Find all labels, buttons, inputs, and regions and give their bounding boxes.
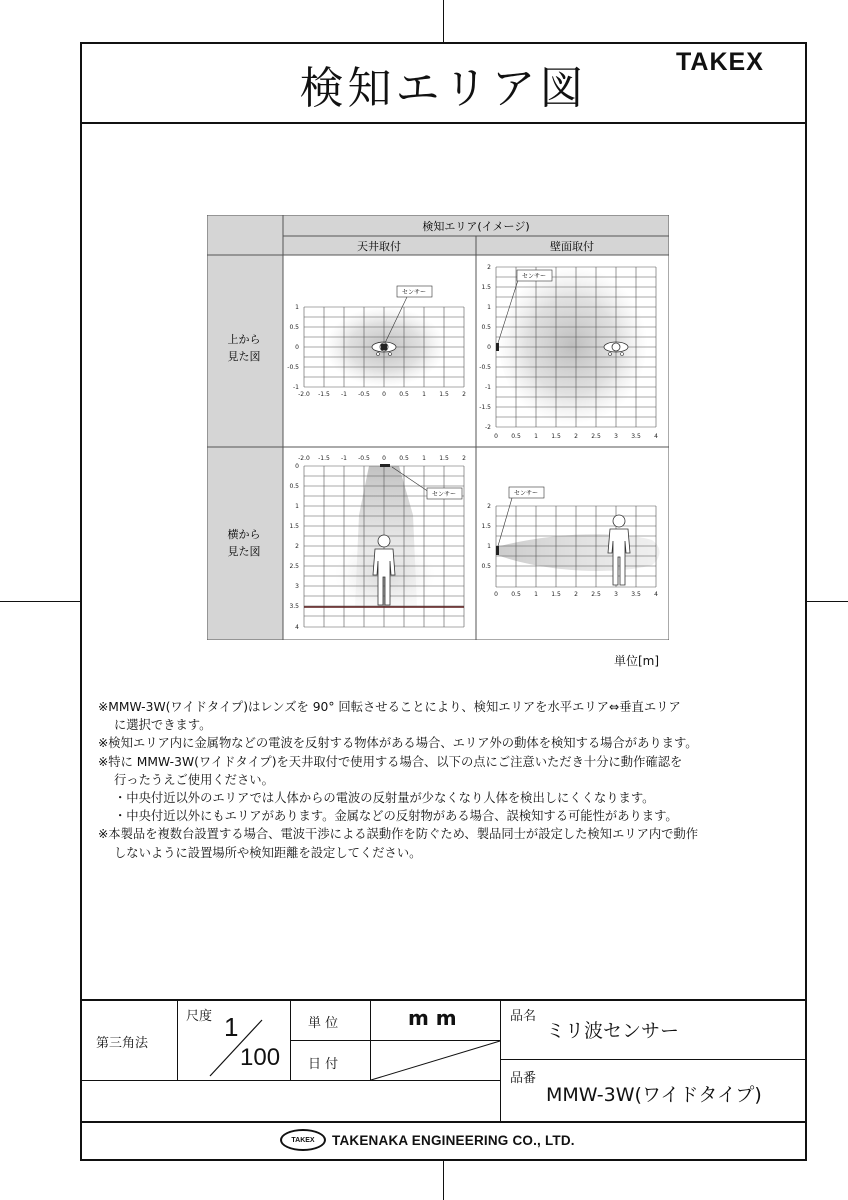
tick-label: 4: [295, 624, 299, 631]
tick-label: -1: [293, 384, 299, 391]
tick-label: 1.5: [481, 523, 491, 530]
tick-label: 0.5: [399, 391, 409, 398]
note-line: ※特に MMW-3W(ワイドタイプ)を天井取付で使用する場合、以下の点にご注意いただき十分に動作確認を: [98, 754, 683, 769]
row-top-label-1: 上から: [227, 333, 261, 346]
page-title: 検知エリア図: [299, 63, 588, 114]
tick-label: 0.5: [399, 455, 409, 462]
tick-label: 0: [382, 455, 386, 462]
tick-label: -1: [485, 384, 491, 391]
tick-label: -1.5: [318, 455, 330, 462]
company-name: TAKENAKA ENGINEERING CO., LTD.: [332, 1132, 575, 1148]
note-line: ※検知エリア内に金属物などの電波を反射する物体がある場合、エリア外の動体を検知する場合があります。: [98, 736, 698, 751]
tick-label: 1: [295, 503, 299, 510]
note-line: 行ったうえご使用ください。: [114, 772, 274, 787]
tick-label: 1: [422, 391, 426, 398]
scale-denominator: 100: [240, 1044, 281, 1071]
tick-label: 0.5: [289, 483, 299, 490]
tick-label: -0.5: [479, 364, 491, 371]
tick-label: 1: [295, 304, 299, 311]
tick-label: -2: [485, 424, 491, 431]
tick-label: -2.0: [298, 391, 310, 398]
company-footer: [280, 1127, 575, 1153]
tick-label: 3.5: [289, 603, 299, 610]
tick-label: 1.5: [439, 391, 449, 398]
tick-label: 1.5: [481, 284, 491, 291]
brand-logo: TAKEX: [676, 48, 764, 76]
tick-label: 1: [422, 455, 426, 462]
tick-label: 0: [382, 391, 386, 398]
tick-label: 2: [574, 591, 578, 598]
date-field-label: 日 付: [308, 1057, 339, 1072]
tick-label: 1: [534, 433, 538, 440]
tick-label: -1: [341, 391, 347, 398]
tick-label: 1: [487, 543, 491, 550]
unit-label: 単位[m]: [614, 654, 660, 668]
col-ceiling-header: 天井取付: [357, 240, 401, 253]
product-name-label: 品名: [510, 1009, 537, 1024]
tick-label: 2.5: [591, 433, 601, 440]
note-line: ※MMW-3W(ワイドタイプ)はレンズを 90° 回転させることにより、検知エリアを水平エリア⇔垂直エリア: [98, 700, 681, 714]
tick-label: 0: [494, 433, 498, 440]
tick-label: 4: [654, 433, 658, 440]
tick-label: 4: [654, 591, 658, 598]
tick-label: 1.5: [551, 591, 561, 598]
tick-label: 1.5: [439, 455, 449, 462]
note-line: ・中央付近以外のエリアでは人体からの電波の反射量が少なくなり人体を検出しにくくなります。: [114, 791, 655, 806]
sensor-label: センサー: [513, 490, 539, 497]
note-line: に選択できます。: [114, 718, 212, 733]
tick-label: 2.5: [591, 591, 601, 598]
tick-label: -2.0: [298, 455, 310, 462]
diagram-header-title: 検知エリア(イメージ): [422, 220, 530, 233]
tick-label: -1.5: [479, 404, 491, 411]
tick-label: 3: [295, 583, 299, 590]
part-number-label: 品番: [510, 1071, 537, 1086]
tick-label: 2.5: [289, 563, 299, 570]
tick-label: 0: [487, 344, 491, 351]
product-name-value: ミリ波センサー: [546, 1020, 680, 1042]
tick-label: -0.5: [358, 391, 370, 398]
tick-label: 2: [487, 503, 491, 510]
tick-label: 0: [494, 591, 498, 598]
unit-field-label: 単 位: [308, 1016, 339, 1031]
tick-label: 3: [614, 433, 618, 440]
tick-label: 0.5: [481, 324, 491, 331]
tick-label: -1.5: [318, 391, 330, 398]
tick-label: 2: [462, 391, 466, 398]
tick-label: -0.5: [358, 455, 370, 462]
tick-label: 3.5: [631, 591, 641, 598]
note-line: ・中央付近以外にもエリアがあります。金属などの反射物がある場合、誤検知する可能性があります。: [114, 809, 678, 824]
unit-field-value: m m: [408, 1006, 457, 1030]
tick-label: 2: [574, 433, 578, 440]
tick-label: -0.5: [287, 364, 299, 371]
tick-label: 3: [614, 591, 618, 598]
note-line: ※本製品を複数台設置する場合、電波干渉による誤動作を防ぐため、製品同士が設定した検知エリア内で動作: [98, 827, 699, 842]
sensor-label: センサー: [401, 289, 427, 296]
sensor-label: センサー: [521, 273, 547, 280]
tick-label: 0.5: [511, 433, 521, 440]
col-wall-header: 壁面取付: [550, 240, 594, 253]
row-side-label-2: 見た図: [227, 545, 261, 558]
tick-label: 0: [295, 463, 299, 470]
sensor-label: センサー: [431, 491, 457, 498]
tick-label: 1.5: [289, 523, 299, 530]
scale-numerator: 1: [224, 1012, 239, 1042]
note-line: しないように設置場所や検知距離を設定してください。: [114, 845, 422, 860]
tick-label: 1: [487, 304, 491, 311]
company-logo-icon: TAKEX: [280, 1129, 326, 1151]
projection-label: 第三角法: [96, 1036, 149, 1051]
tick-label: 1: [534, 591, 538, 598]
part-number-value: MMW-3W(ワイドタイプ): [546, 1084, 762, 1106]
tick-label: 0.5: [511, 591, 521, 598]
tick-label: 3.5: [631, 433, 641, 440]
scale-label: 尺度: [186, 1009, 213, 1024]
tick-label: 0.5: [481, 563, 491, 570]
tick-label: 2: [462, 455, 466, 462]
tick-label: 0.5: [289, 324, 299, 331]
tick-label: 2: [295, 543, 299, 550]
row-side-label-1: 横から: [227, 528, 261, 541]
tick-label: -1: [341, 455, 347, 462]
tick-label: 2: [487, 264, 491, 271]
row-top-label-2: 見た図: [227, 350, 261, 363]
tick-label: 0: [295, 344, 299, 351]
tick-label: 1.5: [551, 433, 561, 440]
